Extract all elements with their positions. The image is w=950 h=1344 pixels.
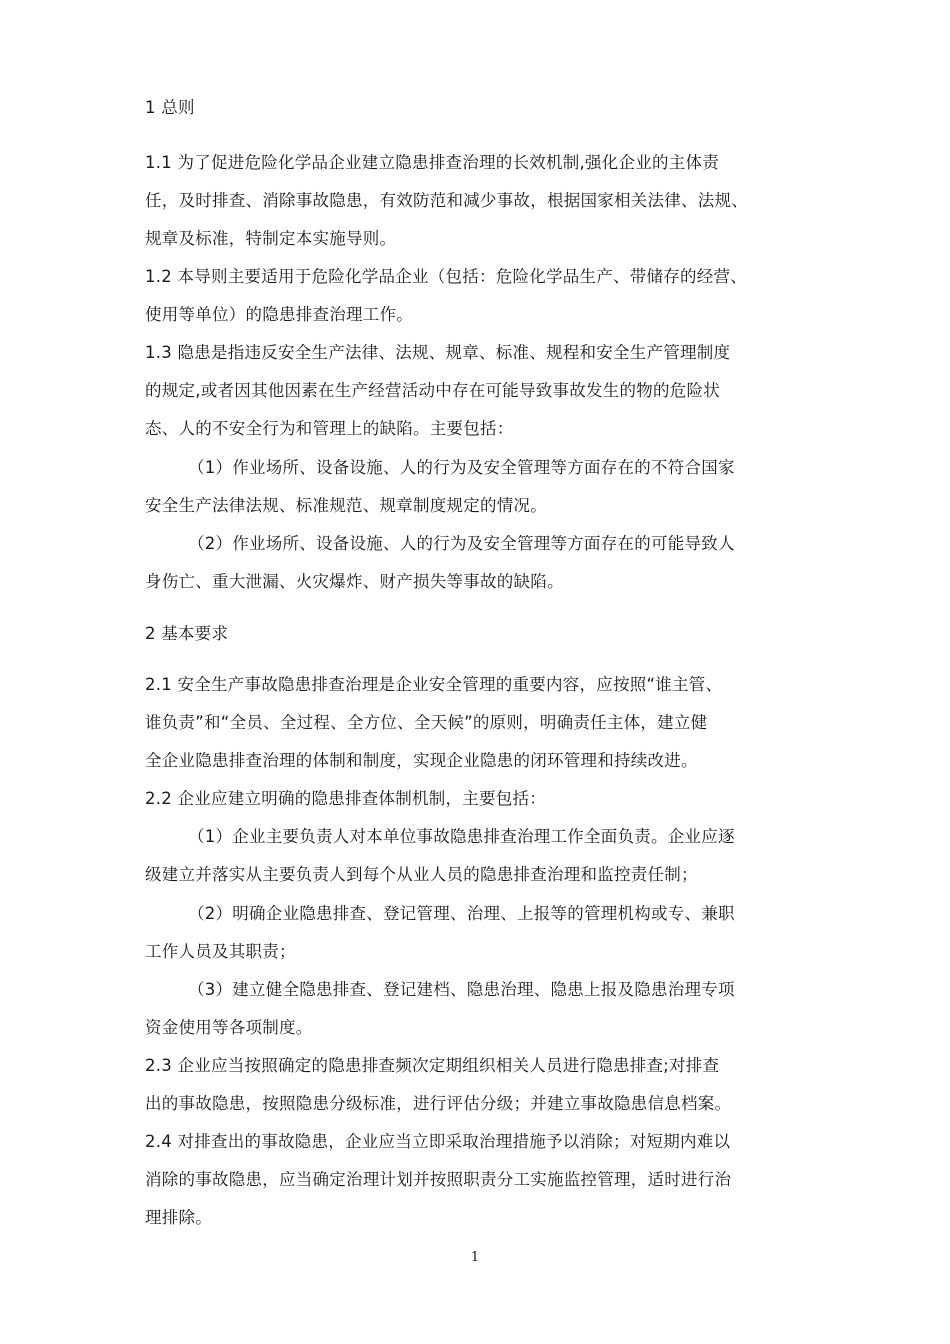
- paragraph-line: 任，及时排查、消除事故隐患，有效防范和减少事故，根据国家相关法律、法规、: [145, 191, 748, 210]
- paragraph-line: 理排除。: [145, 1208, 212, 1227]
- paragraph-line: 2.4 对排查出的事故隐患，企业应当立即采取治理措施予以消除；对短期内难以: [145, 1132, 731, 1151]
- list-item-line: （1）企业主要负责人对本单位事故隐患排查治理工作全面负责。企业应逐: [188, 827, 735, 846]
- paragraph-line: 全企业隐患排查治理的体制和制度，实现企业隐患的闭环管理和持续改进。: [145, 751, 698, 770]
- paragraph-line: 使用等单位）的隐患排查治理工作。: [145, 305, 413, 324]
- paragraph-line: 1.3 隐患是指违反安全生产法律、法规、规章、标准、规程和安全生产管理制度: [145, 343, 731, 362]
- paragraph-line: 出的事故隐患，按照隐患分级标准，进行评估分级；并建立事故隐患信息档案。: [145, 1094, 732, 1113]
- list-item-line: （2）明确企业隐患排查、登记管理、治理、上报等的管理机构或专、兼职: [188, 904, 735, 923]
- list-item-line: 身伤亡、重大泄漏、火灾爆炸、财产损失等事故的缺陷。: [145, 572, 564, 591]
- list-item-line: 资金使用等各项制度。: [145, 1018, 313, 1037]
- paragraph-line: 1.2 本导则主要适用于危险化学品企业（包括：危险化学品生产、带储存的经营、: [145, 267, 747, 286]
- paragraph-line: 规章及标准，特制定本实施导则。: [145, 229, 397, 248]
- section-heading: 2 基本要求: [145, 624, 229, 643]
- paragraph-line: 态、人的不安全行为和管理上的缺陷。主要包括：: [145, 419, 514, 438]
- list-item-line: （1）作业场所、设备设施、人的行为及安全管理等方面存在的不符合国家: [188, 458, 735, 477]
- paragraph-line: 1.1 为了促进危险化学品企业建立隐患排查治理的长效机制,强化企业的主体责: [145, 153, 719, 172]
- paragraph-line: 消除的事故隐患，应当确定治理计划并按照职责分工实施监控管理，适时进行治: [145, 1170, 732, 1189]
- paragraph-line: 谁负责”和“全员、全过程、全方位、全天候”的原则，明确责任主体，建立健: [145, 713, 708, 732]
- paragraph-line: 2.1 安全生产事故隐患排查治理是企业安全管理的重要内容，应按照“谁主管、: [145, 675, 723, 694]
- list-item-line: 级建立并落实从主要负责人到每个从业人员的隐患排查治理和监控责任制；: [145, 865, 698, 884]
- list-item-line: 安全生产法律法规、标准规范、规章制度规定的情况。: [145, 496, 547, 515]
- list-item-line: （2）作业场所、设备设施、人的行为及安全管理等方面存在的可能导致人: [188, 534, 735, 553]
- paragraph-line: 2.2 企业应建立明确的隐患排查体制机制，主要包括：: [145, 789, 546, 808]
- list-item-line: 工作人员及其职责；: [145, 942, 296, 961]
- list-item-line: （3）建立健全隐患排查、登记建档、隐患治理、隐患上报及隐患治理专项: [188, 980, 735, 999]
- section-heading: 1 总则: [145, 98, 195, 117]
- paragraph-line: 的规定,或者因其他因素在生产经营活动中存在可能导致事故发生的物的危险状: [145, 381, 720, 400]
- page-number: 1: [470, 1250, 480, 1265]
- paragraph-line: 2.3 企业应当按照确定的隐患排查频次定期组织相关人员进行隐患排查;对排查: [145, 1056, 720, 1075]
